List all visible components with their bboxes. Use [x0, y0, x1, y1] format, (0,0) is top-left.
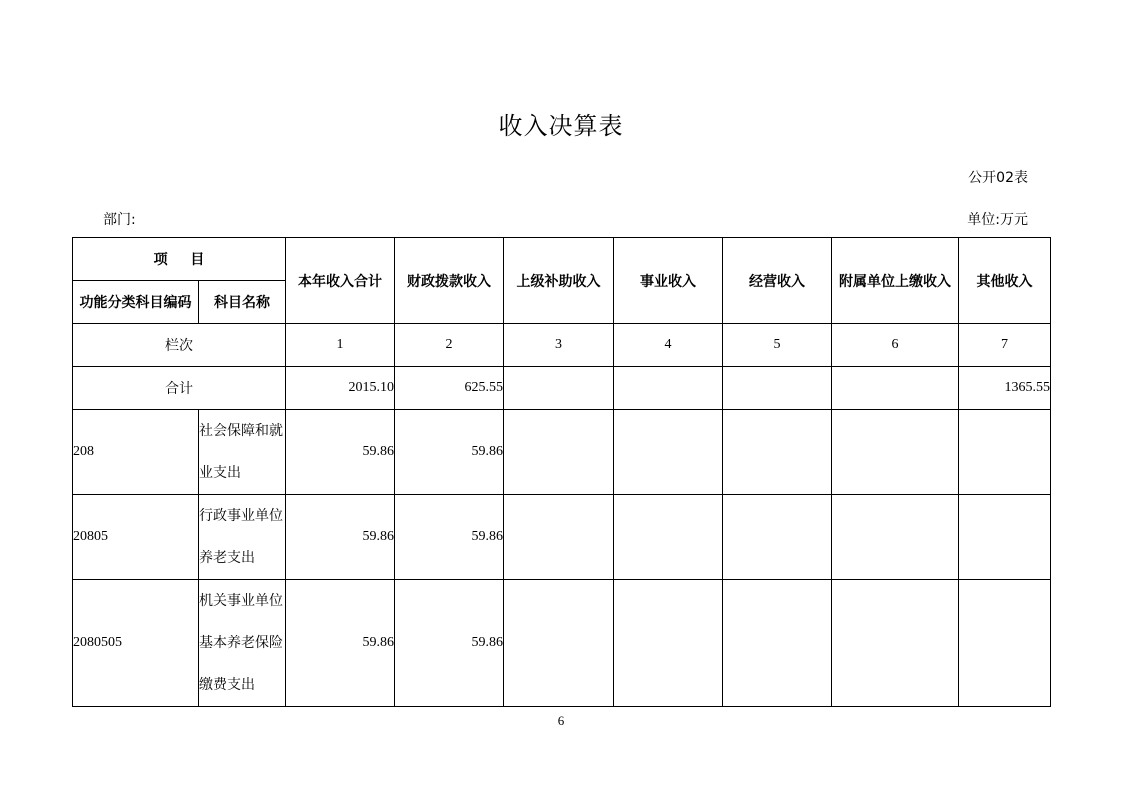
cell-value	[614, 495, 723, 580]
cell-value: 59.86	[395, 580, 504, 707]
total-value: 1365.55	[959, 367, 1051, 410]
column-number: 4	[614, 324, 723, 367]
cell-value: 59.86	[395, 495, 504, 580]
table-row	[73, 410, 1051, 495]
column-number-label: 栏次	[73, 324, 286, 367]
cell-value	[959, 495, 1051, 580]
unit-label: 单位:万元	[967, 212, 1028, 228]
header-col-6: 附属单位上缴收入	[832, 238, 959, 324]
header-code: 功能分类科目编码	[73, 281, 199, 324]
header-col-7: 其他收入	[959, 238, 1051, 324]
header-name: 科目名称	[199, 281, 286, 324]
subject-name: 机关事业单位 基本养老保险 缴费支出	[199, 580, 286, 707]
subject-code: 20805	[73, 495, 199, 580]
header-item: 项 目	[73, 238, 286, 281]
table-number: 公开02表	[968, 170, 1028, 186]
cell-value	[504, 495, 614, 580]
total-value	[723, 367, 832, 410]
column-number: 1	[286, 324, 395, 367]
header-col-2: 财政拨款收入	[395, 238, 504, 324]
cell-value	[614, 410, 723, 495]
subject-code: 2080505	[73, 580, 199, 707]
cell-value	[832, 410, 959, 495]
total-value	[614, 367, 723, 410]
column-number: 6	[832, 324, 959, 367]
cell-value	[959, 410, 1051, 495]
header-col-4: 事业收入	[614, 238, 723, 324]
subject-name: 行政事业单位 养老支出	[199, 495, 286, 580]
header-col-5: 经营收入	[723, 238, 832, 324]
header-col-3: 上级补助收入	[504, 238, 614, 324]
cell-value	[614, 580, 723, 707]
cell-value	[832, 580, 959, 707]
cell-value	[504, 410, 614, 495]
cell-value	[504, 580, 614, 707]
cell-value: 59.86	[286, 580, 395, 707]
cell-value: 59.86	[395, 410, 504, 495]
cell-value	[723, 410, 832, 495]
total-label: 合计	[73, 367, 286, 410]
column-number: 2	[395, 324, 504, 367]
header-col-1: 本年收入合计	[286, 238, 395, 324]
cell-value: 59.86	[286, 410, 395, 495]
total-value	[504, 367, 614, 410]
column-number: 3	[504, 324, 614, 367]
column-number: 5	[723, 324, 832, 367]
cell-value	[832, 495, 959, 580]
total-value: 625.55	[395, 367, 504, 410]
page-title: 收入决算表	[498, 112, 624, 140]
subject-name: 社会保障和就 业支出	[199, 410, 286, 495]
total-value	[832, 367, 959, 410]
department-label: 部门:	[103, 212, 136, 228]
total-value: 2015.10	[286, 367, 395, 410]
cell-value	[723, 580, 832, 707]
column-number: 7	[959, 324, 1051, 367]
cell-value	[723, 495, 832, 580]
table-row	[73, 495, 1051, 580]
income-table	[72, 237, 1051, 707]
table-row	[73, 580, 1051, 707]
cell-value: 59.86	[286, 495, 395, 580]
cell-value	[959, 580, 1051, 707]
subject-code: 208	[73, 410, 199, 495]
page-number: 6	[557, 713, 565, 728]
